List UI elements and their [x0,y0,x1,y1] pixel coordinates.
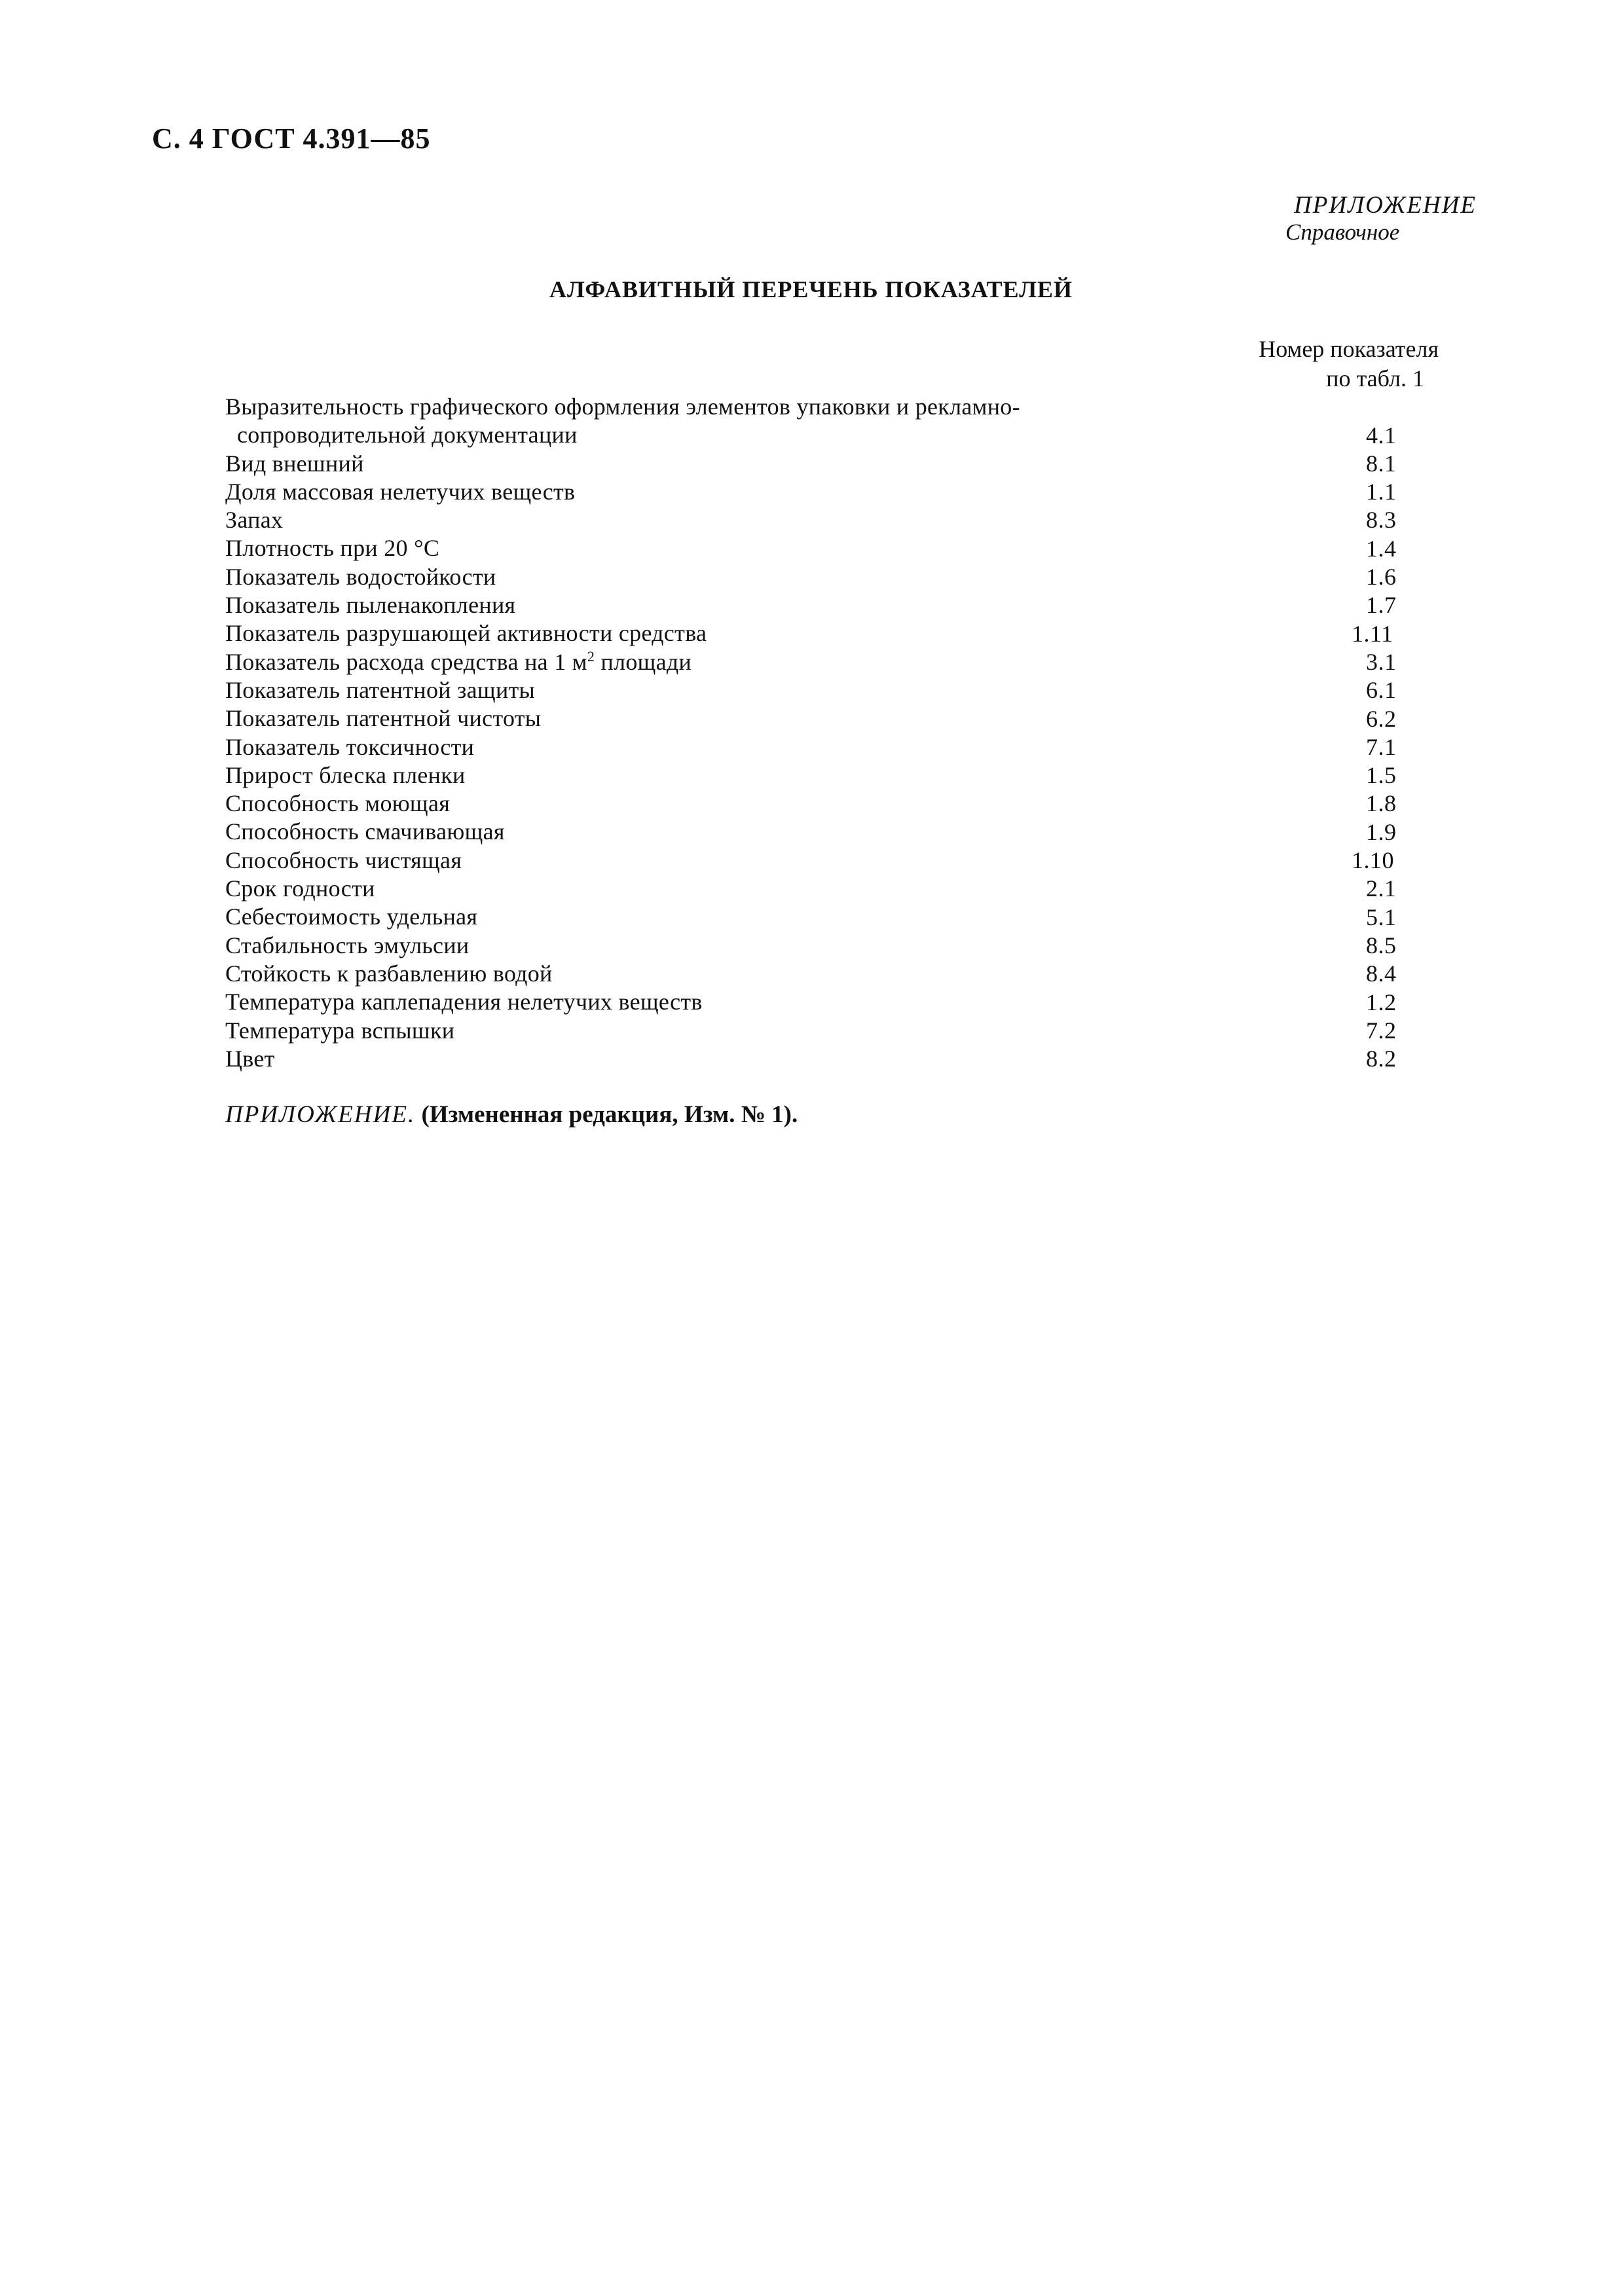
list-item [225,619,1404,647]
indicator-number: 1.6 [1366,564,1397,591]
indicator-name [225,847,462,875]
indicator-number: 8.2 [1366,1046,1397,1072]
list-item [225,960,1404,988]
list-item [225,790,1404,818]
list-item [225,903,1404,931]
indicator-name-text: Температура вспышки [225,1017,455,1044]
indicator-number: 1.8 [1366,790,1397,817]
indicator-name-text: Себестоимость удельная [225,903,478,930]
indicator-name-text: Срок годности [225,875,375,902]
list-item [225,818,1404,846]
indicator-name-suffix: площади [595,648,692,675]
indicator-name [225,619,707,647]
indicator-list [225,393,1404,1073]
indicator-name-continuation: сопроводительной документации [237,422,578,448]
list-item [225,393,1404,450]
indicator-number: 8.3 [1366,507,1397,534]
column-header-line-2: по табл. 1 [1326,365,1424,392]
indicator-number: 1.9 [1366,818,1397,845]
list-item [225,1017,1404,1045]
indicator-name-text: Стабильность эмульсии [225,932,470,958]
indicator-number: 1.1 [1366,479,1397,505]
indicator-name-text: Запах [225,507,284,534]
list-item [225,450,1404,478]
list-item [225,988,1404,1016]
list-item [225,761,1404,790]
list-item [225,534,1404,562]
list-item [225,875,1404,903]
indicator-name [225,506,283,534]
superscript: 2 [587,647,595,665]
indicator-name [225,648,691,676]
indicator-name-text: Плотность при 20 °С [225,535,440,562]
footnote-revision-note: (Измененная редакция, Изм. № 1). [421,1101,798,1128]
indicator-name [225,450,364,478]
list-item [225,506,1404,534]
indicator-name [225,591,515,619]
indicator-name [225,932,469,960]
list-item [225,676,1404,704]
indicator-name [225,818,505,846]
indicator-number: 1.10 [1352,847,1394,874]
indicator-name [225,790,450,818]
indicator-number: 5.1 [1366,903,1397,930]
indicator-number: 4.1 [1366,422,1397,448]
indicator-name [225,903,477,931]
column-header-line-1: Номер показателя [1259,336,1439,362]
indicator-name [225,704,541,733]
list-item [225,591,1404,619]
list-item [225,563,1404,591]
list-item [225,478,1404,506]
footnote [225,1101,798,1129]
indicator-name-text: Прирост блеска пленки [225,761,466,788]
indicator-name-text: Показатель токсичности [225,733,475,760]
list-item [225,648,1404,676]
list-item [225,733,1404,761]
indicator-number: 3.1 [1366,648,1397,675]
page-header: С. 4 ГОСТ 4.391—85 [152,122,431,155]
indicator-name [225,1017,454,1045]
indicator-name-text: Стойкость к разбавлению водой [225,960,553,987]
indicator-number: 1.4 [1366,535,1397,562]
indicator-number: 8.4 [1366,960,1397,987]
indicator-number: 6.1 [1366,677,1397,704]
indicator-number: 1.5 [1366,762,1397,789]
indicator-number: 6.2 [1366,705,1397,732]
indicator-number: 7.1 [1366,733,1397,760]
indicator-name-text: Показатель разрушающей активности средства [225,620,707,647]
indicator-name-text: Показатель расхода средства на 1 м [225,648,587,675]
indicator-number: 1.7 [1366,592,1397,619]
indicator-name [225,393,1020,449]
indicator-number: 1.2 [1366,989,1397,1015]
indicator-name [225,733,474,761]
indicator-number: 8.5 [1366,932,1397,958]
indicator-name-text: Выразительность графического оформления элементов упаковки и рекламно- [225,393,1020,420]
indicator-name-text: Температура каплепадения нелетучих веществ [225,989,703,1015]
indicator-name [225,1045,275,1073]
indicator-number: 1.11 [1352,620,1393,647]
footnote-appendix-ref: ПРИЛОЖЕНИЕ. [225,1101,416,1128]
appendix-label: ПРИЛОЖЕНИЕ [1294,192,1477,219]
indicator-number: 7.2 [1366,1017,1397,1044]
indicator-name [225,988,703,1016]
indicator-name [225,960,553,988]
indicator-name-text: Цвет [225,1045,275,1072]
indicator-name-text: Способность чистящая [225,847,462,873]
list-item [225,932,1404,960]
indicator-name-text: Показатель пыленакопления [225,592,516,619]
indicator-name-text: Способность моющая [225,790,451,817]
indicator-name-text: Показатель водостойкости [225,563,496,590]
indicator-name [225,875,375,903]
list-item [225,704,1404,733]
list-item [225,1045,1404,1073]
indicator-name [225,761,466,790]
document-title: АЛФАВИТНЫЙ ПЕРЕЧЕНЬ ПОКАЗАТЕЛЕЙ [549,276,1073,302]
indicator-name [225,478,575,506]
list-item [225,847,1404,875]
appendix-type: Справочное [1285,219,1400,245]
indicator-name-text: Способность смачивающая [225,818,505,845]
indicator-number: 2.1 [1366,875,1397,902]
indicator-name-text: Доля массовая нелетучих веществ [225,478,576,505]
indicator-name [225,563,496,591]
indicator-number: 8.1 [1366,450,1397,477]
indicator-name-text: Показатель патентной чистоты [225,705,542,732]
indicator-name-text: Показатель патентной защиты [225,676,536,703]
indicator-name [225,676,535,704]
indicator-name-text: Вид внешний [225,450,364,477]
indicator-name [225,534,439,562]
